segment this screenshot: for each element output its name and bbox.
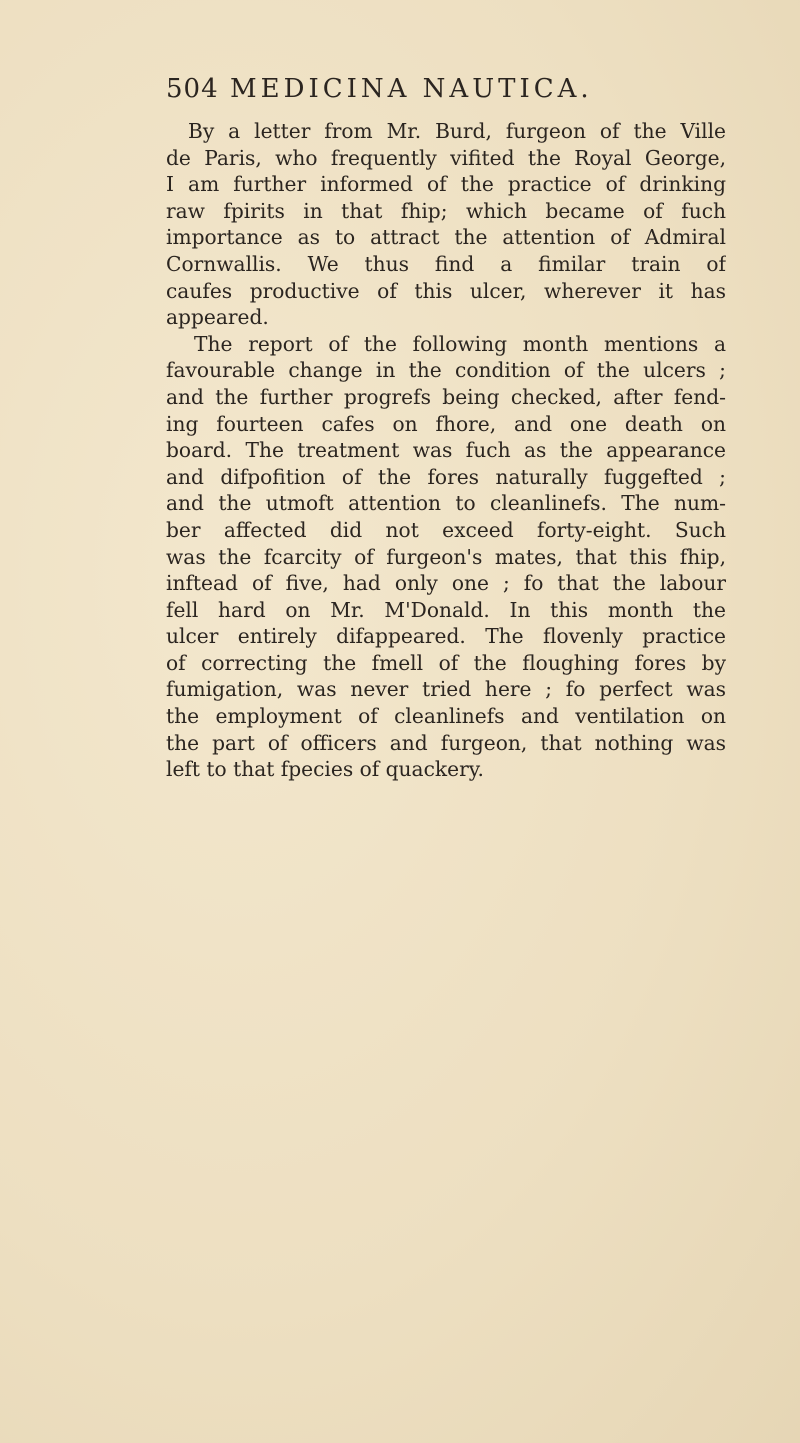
text-line: de Paris, who frequently vifited the Royal George,: [166, 145, 726, 170]
text-line: Cornwallis. We thus find a fimilar train of: [166, 251, 726, 276]
text-line: fell hard on Mr. M'Donald. In this month the: [166, 597, 726, 622]
running-title: MEDICINA NAUTICA.: [230, 74, 593, 104]
text-line: favourable change in the condition of the ulcers ;: [166, 358, 726, 383]
text-line: was the fcarcity of furgeon's mates, that this fhip,: [166, 544, 726, 569]
text-line: board. The treatment was fuch as the appearance: [166, 438, 726, 463]
text-line: raw fpirits in that fhip; which became of fuch: [166, 198, 726, 223]
page-number: 504: [166, 74, 219, 104]
text-line: inftead of five, had only one ; fo that the labour: [166, 571, 726, 596]
paragraph-2: [166, 331, 726, 783]
text-line: ing fourteen cafes on fhore, and one death on: [166, 411, 726, 436]
text-line: ulcer entirely difappeared. The flovenly practice: [166, 624, 726, 649]
text-line: By a letter from Mr. Burd, furgeon of the Ville: [188, 119, 726, 143]
text-line: importance as to attract the attention of Admiral: [166, 225, 726, 250]
text-line: I am further informed of the practice of drinking: [166, 172, 726, 197]
text-line: the part of officers and furgeon, that nothing was: [166, 730, 726, 755]
text-line: The report of the following month mentions a: [194, 331, 726, 356]
text-line: appeared.: [166, 305, 269, 330]
text-line: and difpofition of the fores naturally fuggefted ;: [166, 464, 726, 489]
text-line: and the further progrefs being checked, after fend-: [166, 384, 726, 409]
text-line: the employment of cleanlinefs and ventilation on: [166, 704, 726, 729]
text-line: of correcting the fmell of the floughing fores by: [166, 650, 726, 675]
text-line: caufes productive of this ulcer, wherever it has: [166, 278, 726, 303]
text-line: and the utmoft attention to cleanlinefs. The num-: [166, 491, 726, 516]
text-line: left to that fpecies of quackery.: [166, 757, 484, 782]
text-line: fumigation, was never tried here ; fo perfect was: [166, 677, 726, 702]
body-text: [166, 118, 726, 783]
paragraph-1: [166, 118, 726, 331]
running-head: [166, 74, 726, 110]
text-line: ber affected did not exceed forty-eight. Such: [166, 517, 726, 542]
